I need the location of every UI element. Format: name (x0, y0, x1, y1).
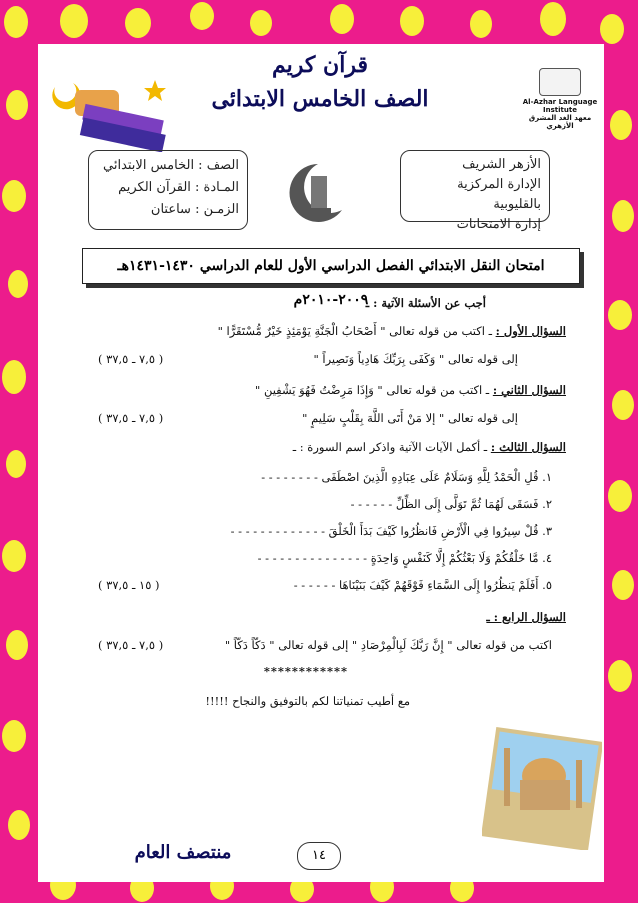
quran-books-icon (45, 72, 175, 152)
mosque-picture-icon (482, 720, 602, 850)
q2-text-2: إلى قوله تعالى " إلا مَنْ أَتَى اللَّهَ بِقَلْبٍ سَلِيمٍ " (302, 411, 518, 425)
exam-info-box (88, 150, 248, 230)
instructions: أجب عن الأسئلة الآتية : ـ (365, 296, 486, 310)
q2-mark: ( ٧,٥ ـ ٣٧,٥ ) (98, 411, 164, 425)
authority-box (400, 150, 550, 232)
q3-item: ٢. فَسَقَى لَهُمَا ثُمَّ تَوَلَّى إِلَى الظِّلِّ - - - - - - (350, 497, 552, 511)
q3-heading: السؤال الثالث : (490, 440, 566, 454)
authority-line-3: إدارة الامتحانات (456, 217, 541, 232)
institute-logo (520, 68, 600, 130)
q1-mark: ( ٧,٥ ـ ٣٧,٥ ) (98, 352, 164, 366)
q3-line (293, 440, 566, 454)
q3-item: ١. قُلِ الْحَمْدُ لِلَّهِ وَسَلَامٌ عَلَى عِبَادِهِ الَّذِينَ اصْطَفَى - - - - - - - - (261, 470, 552, 484)
grade-line: الصف : الخامس الابتدائي (103, 158, 239, 173)
azhar-emblem-icon (285, 160, 351, 226)
closing-message: مع أطيب تمنياتنا لكم بالتوفيق والنجاح !!!!! (205, 694, 410, 708)
q3-item: ٤. مَّا خَلْقُكُمْ وَلَا بَعْثُكُمْ إِلَّا كَنَفْسٍ وَاحِدَةٍ - - - - - - - - - - - - - - - (257, 551, 552, 565)
q4-mark: ( ٧,٥ ـ ٣٧,٥ ) (98, 638, 164, 652)
header-subtitle: الصف الخامس الابتدائى (211, 86, 429, 112)
q3-text: ـ أكمل الآيات الآتية واذكر اسم السورة : ـ (292, 440, 488, 454)
q3-item: ٣. قُلْ سِيرُوا فِي الْأَرْضِ فَانظُرُوا كَيْفَ بَدَأَ الْخَلْقَ - - - - - - - - - - - - - (230, 524, 552, 538)
q3-mark: ( ١٥ ـ ٣٧,٥ ) (98, 578, 160, 592)
duration-line: الزمـن : ساعتان (150, 202, 239, 217)
separator-stars: ************ (263, 664, 348, 678)
institute-emblem-icon (539, 68, 581, 96)
q3-item: ٥. أَفَلَمْ يَنظُرُوا إِلَى السَّمَاءِ فَوْقَهُمْ كَيْفَ بَنَيْنَاهَا - - - - - - (293, 578, 552, 592)
q1-line (218, 324, 566, 338)
q2-text: ـ اكتب من قوله تعالى " وَإِذَا مَرِضْتُ فَهُوَ يَشْفِينِ " (255, 383, 490, 397)
header-title: قرآن كريم (272, 52, 368, 78)
institute-name-en: Al-Azhar Language Institute (522, 98, 598, 114)
q1-text-2: إلى قوله تعالى " وَكَفَى بِرَبِّكَ هَادِياً وَنَصِيراً " (313, 352, 518, 366)
authority-line-1: الأزهر الشريف (462, 157, 541, 172)
page-number: ١٤ (297, 842, 341, 870)
institute-name-ar: معهد الغد المشرق الأزهري (528, 114, 592, 130)
q1-text: ـ اكتب من قوله تعالى " أَصْحَابُ الْجَنَّةِ يَوْمَئِذٍ خَيْرٌ مُّسْتَقَرًّا " (217, 324, 492, 338)
exam-title: امتحان النقل الابتدائي الفصل الدراسي الأول للعام الدراسي ١٤٣٠-١٤٣١هـ ٢٠٠٩-٢٠١٠م (82, 248, 580, 284)
q1-heading: السؤال الأول : (495, 324, 566, 338)
footer-signature: منتصف العام (134, 842, 232, 863)
authority-line-2: الإدارة المركزية بالقليوبية (457, 177, 541, 212)
q2-line (255, 383, 566, 397)
subject-line: المـادة : القرآن الكريم (118, 180, 239, 195)
q4-heading: السؤال الرابع : ـ (486, 610, 566, 624)
q4-text: اكتب من قوله تعالى " إِنَّ رَبَّكَ لَبِالْمِرْصَادِ " إلى قوله تعالى " دَكّاً دَكّاً " (224, 638, 552, 652)
q2-heading: السؤال الثاني : (492, 383, 566, 397)
